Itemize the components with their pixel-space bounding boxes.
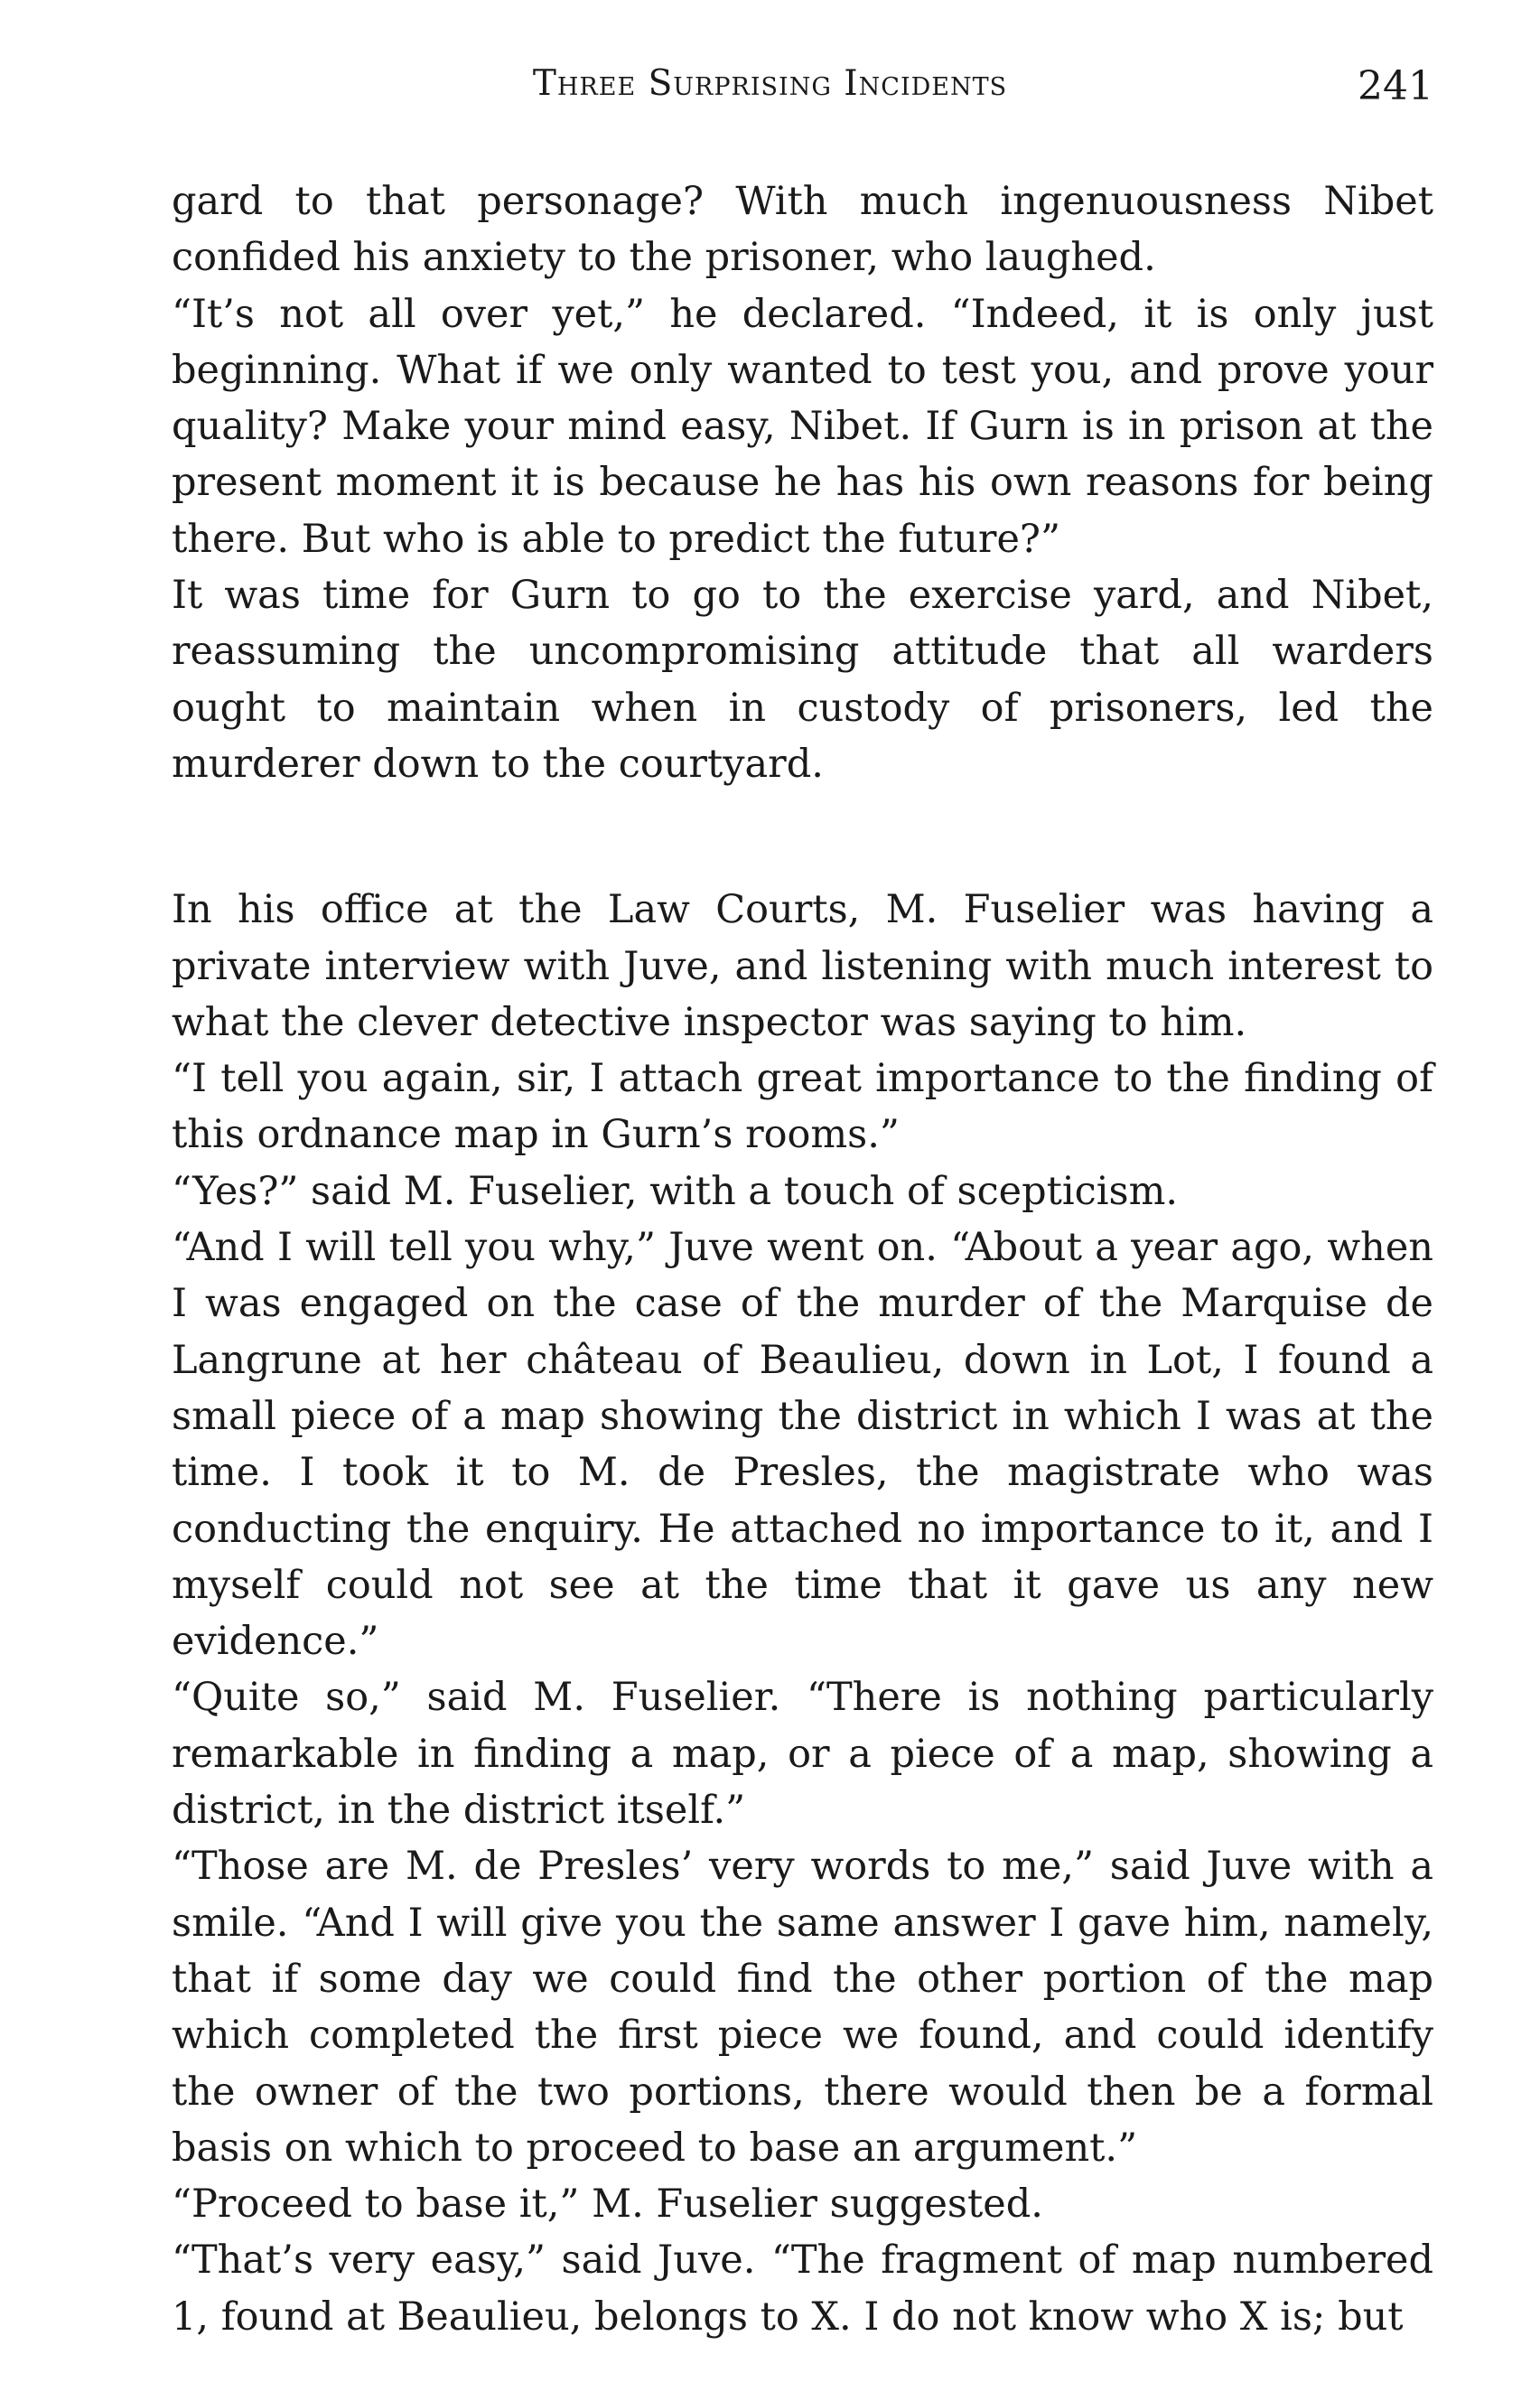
paragraph: “Proceed to base it,” M. Fuselier suggested. — [172, 2182, 1043, 2228]
paragraph: It was time for Gurn to go to the exercise yard, and Nibet, reassuming the uncompromising attitude that all warders ought to maintain when in custody of prisoners, led the murderer down to the courtyard. — [172, 573, 1433, 787]
section-prison — [172, 173, 1433, 792]
paragraph: In his office at the Law Courts, M. Fuselier was having a private interview with Juve, and listening with much interest to what the clever detective inspector was saying to him. — [172, 887, 1433, 1045]
paragraph: “That’s very easy,” said Juve. “The fragment of map numbered 1, found at Beaulieu, belongs to X. I do not know who X is; but — [172, 2238, 1433, 2340]
paragraph: gard to that personage? With much ingenuousness Nibet confided his anxiety to the prisoner, who laughed. — [172, 179, 1433, 281]
paragraph: “Those are M. de Presles’ very words to me,” said Juve with a smile. “And I will give you the same answer I gave him, namely, that if some day we could find the other portion of the map which completed the first piece we found, and could identify the owner of the two portions, there would then be a formal basis on which to proceed to base an argument.” — [172, 1844, 1433, 2171]
paragraph: “It’s not all over yet,” he declared. “Indeed, it is only just beginning. What if we only wanted to test you, and prove your quality? Make your mind easy, Nibet. If Gurn is in prison at the present moment it is because he has his own reasons for being there. But who is able to predict the future?” — [172, 291, 1433, 562]
page-number: 241 — [1358, 63, 1433, 109]
paragraph: “Yes?” said M. Fuselier, with a touch of scepticism. — [172, 1168, 1179, 1214]
running-title: Three Surprising Incidents — [532, 63, 1008, 104]
section-break — [172, 792, 1433, 882]
page-body — [172, 173, 1433, 2345]
paragraph: “And I will tell you why,” Juve went on. “About a year ago, when I was engaged on the case of the murder of the Marquise de Langrune at her château of Beaulieu, down in Lot, I found a small piece of a map showing the district in which I was at the time. I took it to M. de Presles, the magistrate who was conducting the enquiry. He attached no importance to it, and I myself could not see at the time that it gave us any new evidence.” — [172, 1225, 1433, 1665]
section-law-courts — [172, 882, 1433, 2345]
paragraph: “I tell you again, sir, I attach great importance to the finding of this ordnance map in Gurn’s rooms.” — [172, 1056, 1433, 1158]
page-header — [0, 63, 1540, 126]
paragraph: “Quite so,” said M. Fuselier. “There is nothing particularly remarkable in finding a map, or a piece of a map, showing a district, in the district itself.” — [172, 1675, 1433, 1834]
